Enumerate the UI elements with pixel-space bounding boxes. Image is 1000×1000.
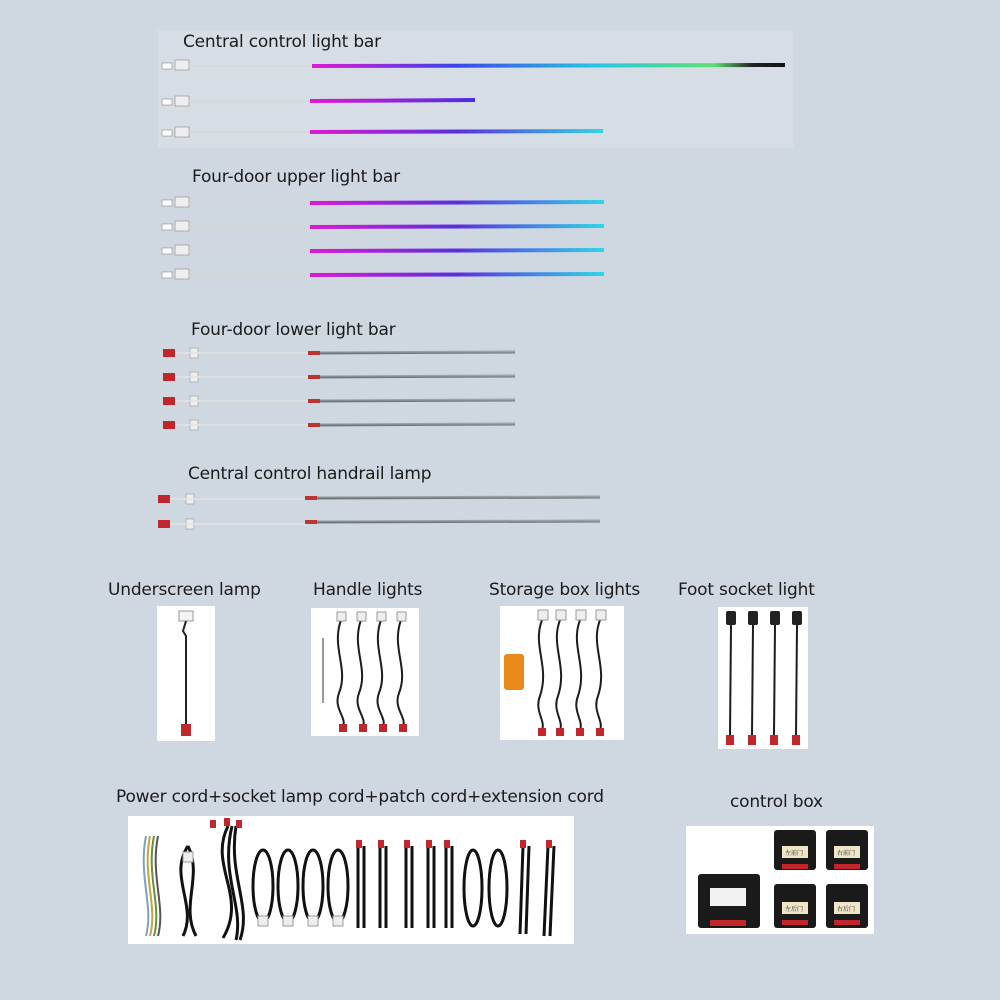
four-door-lower-bars [163,348,515,430]
label-control-box: control box [730,792,823,812]
control-box-image [686,826,874,934]
central-control-bars [162,60,785,137]
label-four-door-upper-light-bar: Four-door upper light bar [192,167,400,187]
control-box-label-1: 左前门 [785,850,804,857]
control-box-label-3: 左后门 [785,906,804,913]
cords-image [128,816,574,944]
label-cords: Power cord+socket lamp cord+patch cord+extension cord [116,787,604,807]
underscreen-lamp-image [157,606,215,741]
control-box-label-4: 右后门 [837,906,856,913]
four-door-upper-bars [162,197,604,279]
foot-socket-light-image [718,607,808,749]
handle-lights-image [311,608,419,736]
handrail-lamp-bars [158,494,600,529]
label-storage-box-lights: Storage box lights [489,580,640,600]
label-handle-lights: Handle lights [313,580,423,600]
label-four-door-lower-light-bar: Four-door lower light bar [191,320,396,340]
label-underscreen-lamp: Underscreen lamp [108,580,261,600]
label-central-control-handrail-lamp: Central control handrail lamp [188,464,432,484]
label-central-control-light-bar: Central control light bar [183,32,381,52]
storage-box-lights-image [500,606,624,740]
label-foot-socket-light: Foot socket light [678,580,815,600]
control-box-label-2: 右前门 [837,850,856,857]
